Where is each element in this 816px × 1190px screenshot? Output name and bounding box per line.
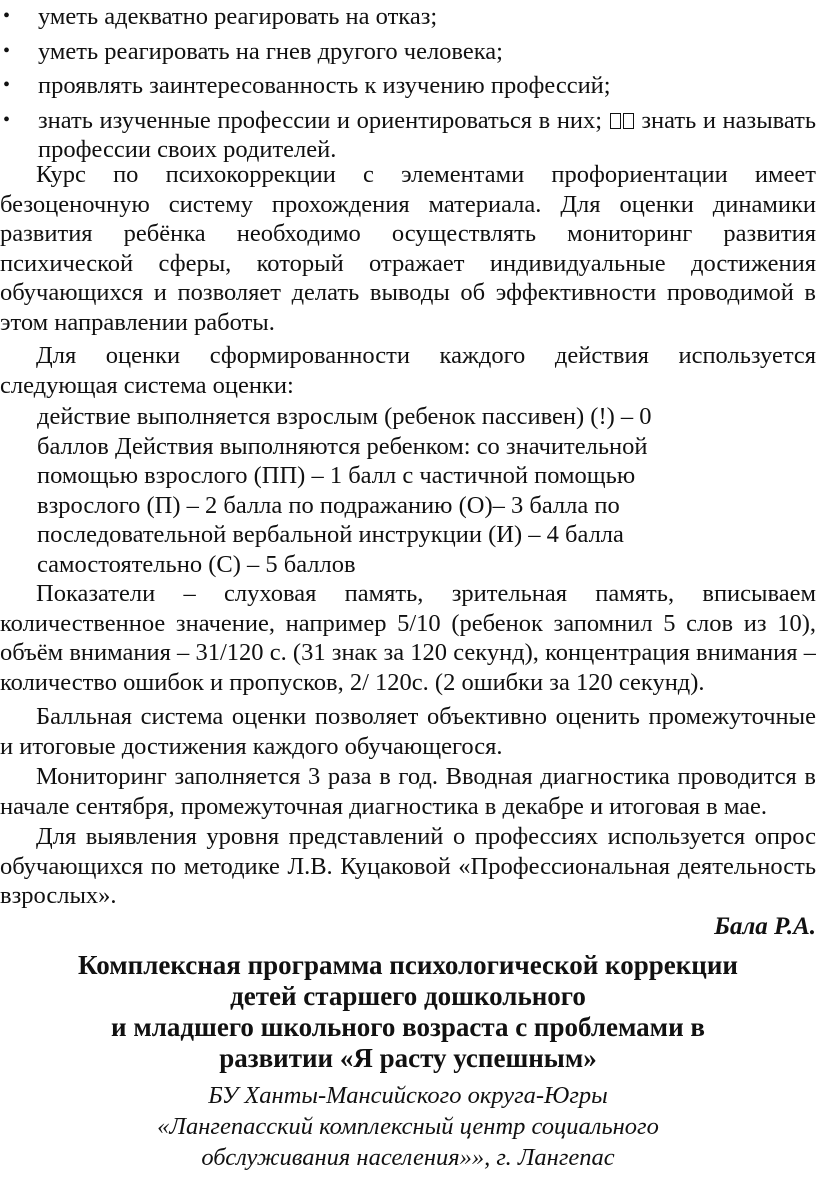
scale-line: взрослого (П) – 2 балла по подражанию (О)– 3 балла по [37, 491, 620, 519]
list-item: • знать изученные профессии и ориентироваться в них; знать и называть профессии своих родителей. [3, 106, 816, 163]
paragraph-scoring: Балльная система оценки позволяет объективно оценить промежуточные и итоговые достижения каждого обучающегося. [0, 703, 816, 760]
title-line: и младшего школьного возраста с проблемами в [111, 1012, 705, 1042]
paragraph-indicators: Показатели – слуховая память, зрительная память, вписываем количественное значение, например 5/10 (ребенок запомнил 5 слов из 10), объём внимания – 31/120 с. (31 знак за 120 секунд), концентрация внимания – количество ошибок и пропусков, 2/ 120с. (2 ошибки за 120 секунд). [0, 580, 816, 696]
scoring-scale [37, 402, 697, 579]
scale-line: последовательной вербальной инструкции (И) – 4 балла [37, 521, 624, 548]
title-line: детей старшего дошкольного [230, 981, 586, 1011]
organization-info [60, 1080, 756, 1173]
paragraph-survey: Для выявления уровня представлений о профессиях используется опрос обучающихся по методике Л.В. Куцаковой «Профессиональная деятельность взрослых». [0, 823, 816, 909]
scale-line: действие выполняется взрослым (ребенок пассивен) (!) – 0 [37, 403, 652, 430]
bullet-icon: • [3, 74, 11, 96]
org-line: «Лангепасский комплексный центр социального [157, 1113, 659, 1140]
bullet-icon: • [3, 5, 11, 27]
title-line: Комплексная программа психологической коррекции [78, 950, 738, 980]
org-line: обслуживания населения»», г. Лангепас [201, 1144, 615, 1171]
author-name: Бала Р.А. [714, 913, 816, 940]
paragraph-course: Курс по психокоррекции с элементами профориентации имеет безоценочную систему прохождения материала. Для оценки динамики развития ребёнка необходимо осуществлять мониторинг развития психической сферы, который отражает индивидуальные достижения обучающихся и позволяет делать выводы об эффективности проводимой в этом направлении работы. [0, 161, 816, 336]
bullet-icon: • [3, 108, 11, 131]
list-item: • проявлять заинтересованность к изучению профессий; [3, 72, 611, 99]
list-item: • уметь адекватно реагировать на отказ; [3, 3, 438, 30]
paragraph-monitoring: Мониторинг заполняется 3 раза в год. Вводная диагностика проводится в начале сентября, промежуточная диагностика в декабре и итоговая в мае. [0, 763, 816, 820]
title-line: развитии «Я расту успешным» [219, 1043, 597, 1073]
paragraph-assessment-intro: Для оценки сформированности каждого действия используется следующая система оценки: [0, 342, 816, 399]
missing-glyph-icon [609, 107, 635, 134]
skills-list [0, 2, 816, 170]
scale-line: помощью взрослого (ПП) – 1 балл с частичной помощью [37, 462, 636, 489]
scale-line: баллов Действия выполняются ребенком: со значительной [37, 432, 648, 460]
org-line: БУ Ханты-Мансийского округа-Югры [208, 1082, 608, 1109]
scale-line: самостоятельно (С) – 5 баллов [37, 550, 356, 578]
bullet-icon: • [3, 39, 11, 62]
program-title [30, 950, 786, 1074]
list-item: • уметь реагировать на гнев другого человека; [3, 37, 503, 65]
